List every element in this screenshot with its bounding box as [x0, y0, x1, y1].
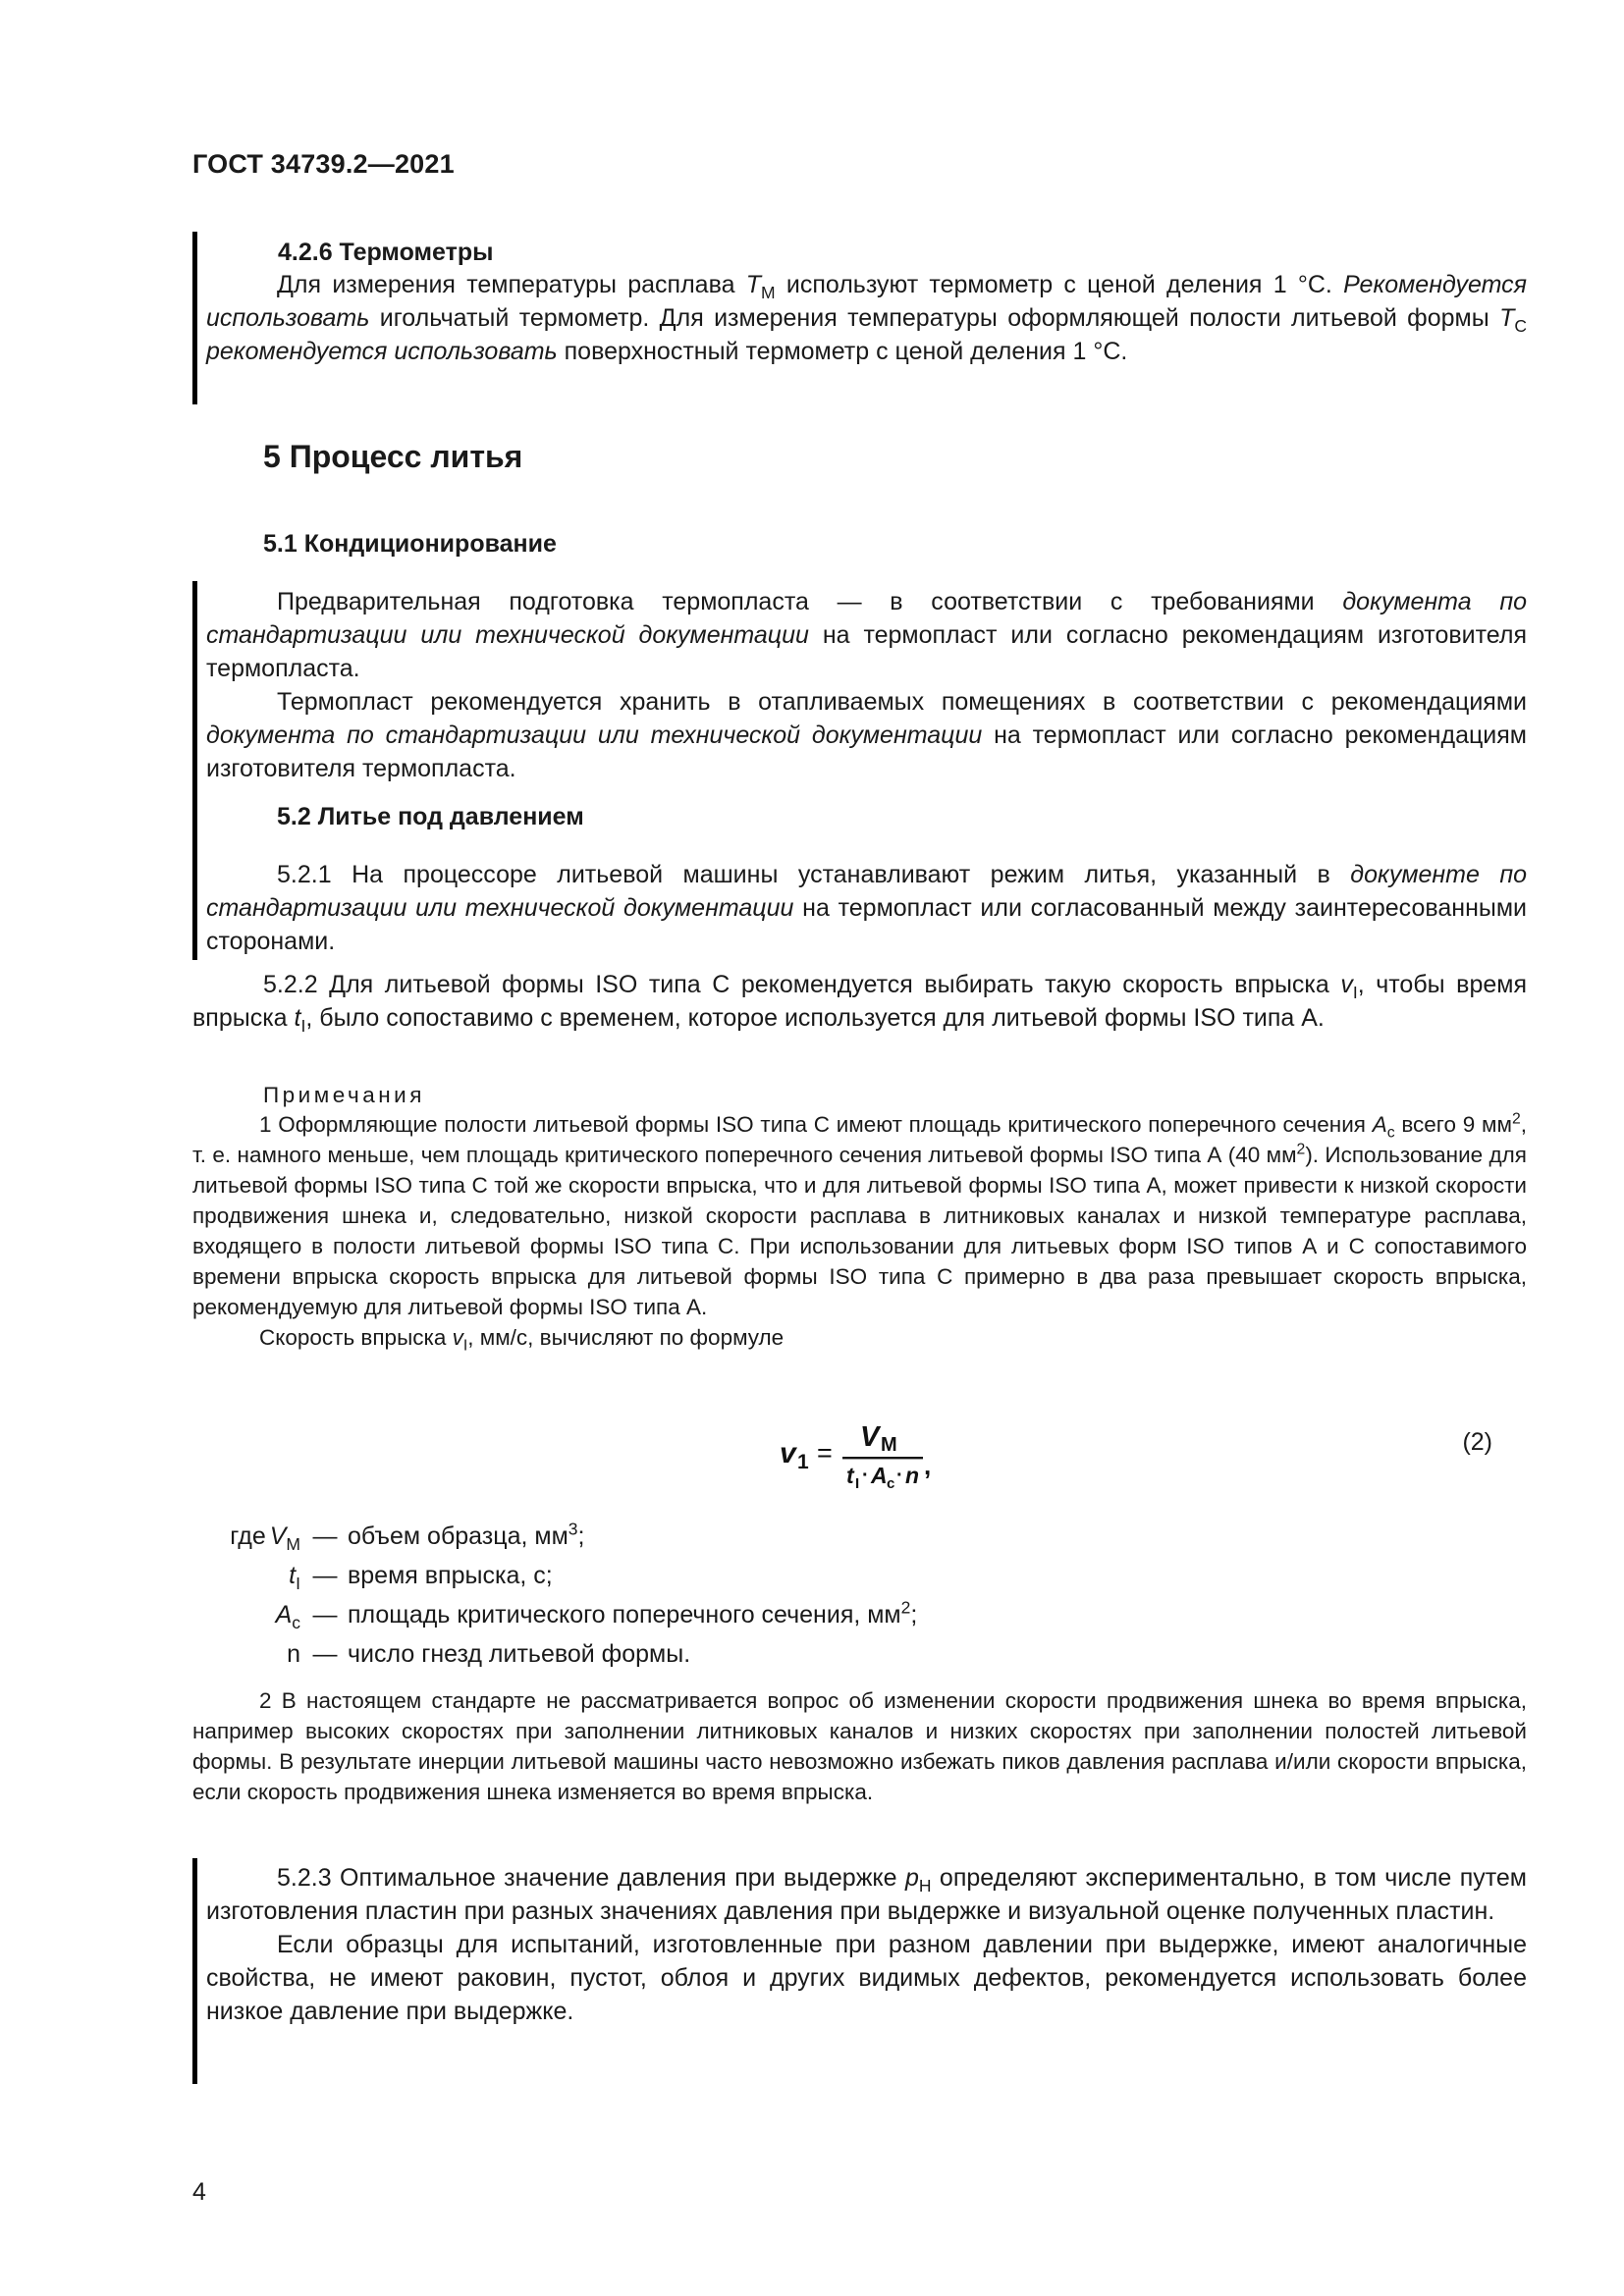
formula-den-t: t [846, 1463, 854, 1488]
change-bar [192, 1858, 197, 2084]
definition-row: где $V_M$ — объем образца, $мм^3$; [230, 1519, 585, 1554]
definition-row: $A_c$ — площадь критического поперечного сечения, $мм^2$; [275, 1597, 918, 1632]
note-2: 2 В настоящем стандарте не рассматривается вопрос об изменении скорости продвижения шнека во время впрыска, например высоких скоростях при заполнении литниковых каналов и низких скоростях при заполнении полостей литьевой формы. В результате инерции литьевой машины часто невозможно избежать пиков давления расплава и/или скорости впрыска, если скорость продвижения шнека изменяется во время впрыска. [192, 1688, 1527, 1804]
formula-den-a: A [871, 1463, 888, 1488]
formula-den-n: n [905, 1463, 920, 1488]
definition-row: $t_I$ — время впрыска, с; [289, 1562, 553, 1593]
formula-dot-2: · [896, 1465, 903, 1486]
formula-den-a-sub: c [887, 1475, 895, 1492]
paragraph-5-2-2: 5.2.2 Для литьевой формы ISO типа С рекомендуется выбирать такую скорость впрыска $v_I$, чтобы время впрыска $t_I$, было сопоставимо с временем, которое используется для литьевой формы ISO типа А. [192, 971, 1527, 1036]
page-number: 4 [192, 2178, 206, 2206]
paragraph-conditioning-2: Термопласт рекомендуется хранить в отапливаемых помещениях в соответствии с рекомендациями документа по стандартизации или технической документации на термопласт или согласно рекомендациям изготовителя термопласта. [206, 688, 1527, 782]
equation-number: (2) [1462, 1428, 1492, 1456]
section-heading-5-2: 5.2 Литье под давлением [277, 803, 584, 830]
paragraph-5-2-3-2: Если образцы для испытаний, изготовленные при разном давлении при выдержке, имеют аналогичные свойства, не имеют раковин, пустот, облоя и других видимых дефектов, рекомендуется использовать более низкое давление при выдержке. [206, 1931, 1527, 2025]
variable-definitions [167, 1517, 917, 1674]
formula-equals: = [817, 1438, 833, 1468]
change-bar [192, 232, 197, 404]
document-code-header: ГОСТ 34739.2—2021 [192, 149, 455, 179]
paragraph-5-2-3-1: 5.2.3 Оптимальное значение давления при выдержке $p_H$ определяют экспериментально, в том числе путем изготовления пластин при разных значениях давления при выдержке и визуальной оценке полученных пластин. [206, 1864, 1527, 1925]
formula-numerator-sub: M [881, 1434, 897, 1456]
formula-den-t-sub: I [855, 1475, 860, 1492]
paragraph-5-2-1: 5.2.1 На процессоре литьевой машины устанавливают режим литья, указанный в документе по стандартизации или технической документации на термопласт или согласованный между заинтересованными сторонами. [206, 861, 1527, 955]
notes-label: Примечания [263, 1083, 425, 1107]
formula-lhs-sub: 1 [797, 1451, 809, 1473]
formula-dot-1: · [862, 1465, 869, 1486]
paragraph-conditioning-1: Предварительная подготовка термопласта — в соответствии с требованиями документа по стандартизации или технической документации на термопласт или согласно рекомендациям изготовителя термопласта. [206, 588, 1527, 682]
definition-row: n — число гнезд литьевой формы. [287, 1640, 691, 1668]
speed-formula-intro: Скорость впрыска $v_I$, мм/с, вычисляют по формуле [259, 1325, 785, 1355]
formula-trailing-comma: , [924, 1451, 932, 1480]
change-bar [192, 581, 197, 960]
formula-injection-speed [776, 1414, 943, 1492]
note-1: 1 Оформляющие полости литьевой формы ISO типа С имеют площадь критического поперечного сечения $A_c$ всего 9 $мм^2$, т. е. намного меньше, чем площадь критического поперечного сечения литьевой формы ISO типа А (40 $мм^2$). Использование для литьевой формы ISO типа С той же скорости впрыска, что и для литьевой формы ISO типа А, может привести к низкой скорости продвижения шнека и, следовательно, низкой скорости расплава в литниковых каналах и низкой температуре расплава, входящего в полости литьевой формы ISO типа С. При использовании для литьевых форм ISO типов А и С сопоставимого времени впрыска скорость впрыска для литьевой формы ISO типа С примерно в два раза превышает скорость впрыска, рекомендуемую для литьевой формы ISO типа А. [192, 1110, 1527, 1319]
formula-fraction-line [842, 1457, 923, 1459]
section-heading-5: 5 Процесс литья [263, 439, 523, 474]
paragraph-thermometers: Для измерения температуры расплава $T_M$ используют термометр с ценой деления 1 °С. Рекомендуется использовать игольчатый термометр. Для измерения температуры оформляющей полости литьевой формы $T_C$ рекомендуется использовать поверхностный термометр с ценой деления 1 °С. [206, 271, 1528, 365]
section-heading-5-1: 5.1 Кондиционирование [263, 530, 557, 558]
formula-numerator: V [860, 1421, 880, 1453]
section-heading-4-2-6: 4.2.6 Термометры [278, 239, 494, 266]
where-prefix: где [230, 1522, 266, 1550]
formula-lhs: v [780, 1437, 796, 1469]
